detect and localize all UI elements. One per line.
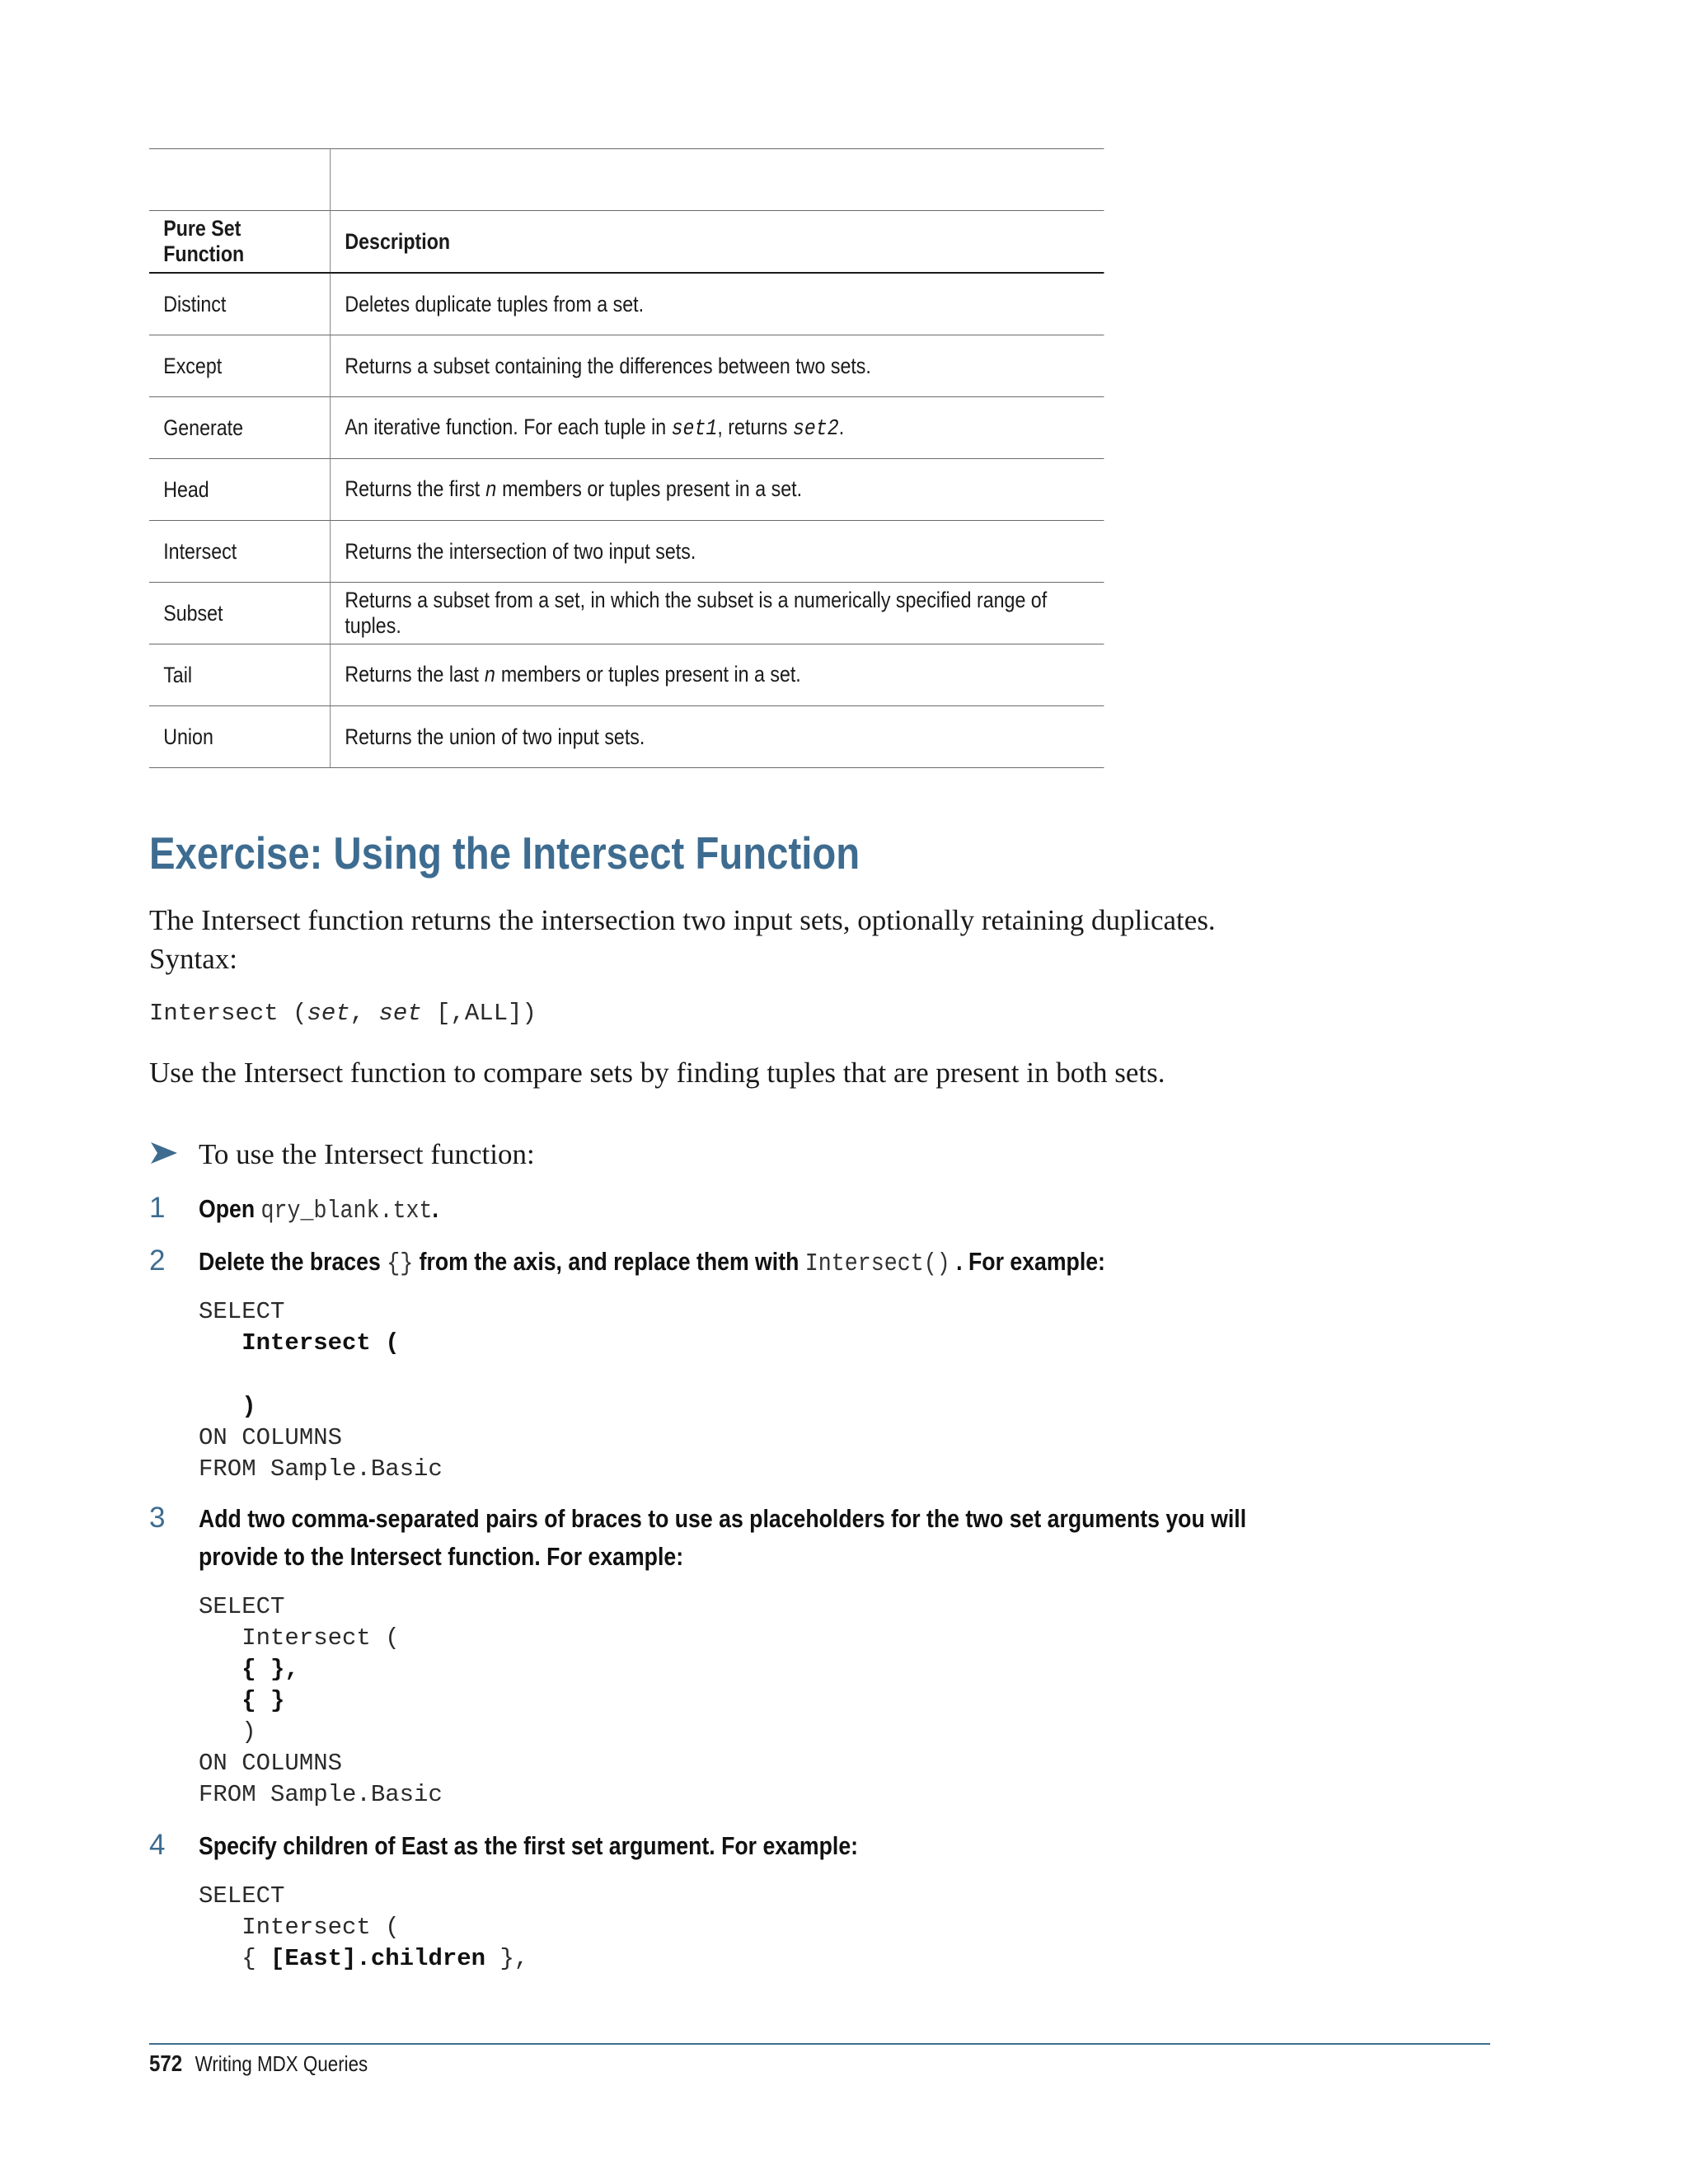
function-name: Distinct <box>149 273 331 335</box>
code-line: ) <box>199 1718 256 1746</box>
footer-divider <box>149 2043 1490 2045</box>
code-line: { } <box>199 1687 285 1714</box>
column-header-description: Description <box>331 211 1104 274</box>
function-name: Except <box>149 335 331 397</box>
step-2-text: Delete the braces {} from the axis, and replace them with Intersect() . For example: <box>199 1247 1105 1278</box>
inline-code: {} <box>387 1249 414 1278</box>
code-line: ON COLUMNS <box>199 1750 343 1777</box>
function-name: Union <box>149 706 331 768</box>
code-line: FROM Sample.Basic <box>199 1781 443 1808</box>
function-description: Returns the last n members or tuples present in a set. <box>331 644 1104 706</box>
table-row <box>149 273 1104 335</box>
inline-code: set1 <box>671 416 718 442</box>
inline-code: n <box>485 478 497 504</box>
procedure-title: To use the Intersect function: <box>199 1138 535 1170</box>
function-name: Intersect <box>149 521 331 583</box>
function-name: Tail <box>149 644 331 706</box>
step-4-text: Specify children of East as the first set argument. For example: <box>199 1831 859 1860</box>
function-description: Returns the first n members or tuples present in a set. <box>331 459 1104 521</box>
step-3-text-line-2: provide to the Intersect function. For example: <box>199 1542 684 1571</box>
step-number: 2 <box>149 1244 166 1277</box>
function-description: Returns the intersection of two input sets. <box>331 521 1104 583</box>
code-line: Intersect ( <box>199 1329 400 1357</box>
table-row <box>149 335 1104 397</box>
code-line: SELECT <box>199 1298 285 1325</box>
table-row <box>149 644 1104 706</box>
page-footer <box>149 2050 368 2077</box>
intro-paragraph: The Intersect function returns the intersection two input sets, optionally retaining duplicates. <box>149 904 1216 936</box>
function-name: Subset <box>149 583 331 644</box>
code-line: SELECT <box>199 1593 285 1620</box>
code-line: FROM Sample.Basic <box>199 1455 443 1483</box>
function-name: Generate <box>149 397 331 459</box>
pure-set-function-table <box>149 148 1104 768</box>
table-header-row <box>149 211 1104 274</box>
code-line: ) <box>199 1393 256 1420</box>
function-description: Returns a subset containing the differences between two sets. <box>331 335 1104 397</box>
inline-code: qry_blank.txt <box>260 1197 433 1226</box>
table-blank-row <box>149 149 1104 211</box>
step-number: 3 <box>149 1502 166 1534</box>
table-row <box>149 397 1104 459</box>
function-description: Returns a subset from a set, in which the subset is a numerically specified range of tuples. <box>331 583 1104 644</box>
function-description: Deletes duplicate tuples from a set. <box>331 273 1104 335</box>
code-line: { }, <box>199 1656 299 1683</box>
function-description: Returns the union of two input sets. <box>331 706 1104 768</box>
table-row <box>149 706 1104 768</box>
inline-code: Intersect() <box>804 1249 950 1278</box>
step-3-text-line-1: Add two comma-separated pairs of braces to use as placeholders for the two set arguments you will <box>199 1504 1247 1533</box>
code-line: Intersect ( <box>199 1624 400 1652</box>
code-line: SELECT <box>199 1882 285 1910</box>
inline-code: set2 <box>792 416 839 442</box>
procedure-arrow-icon <box>149 1138 179 1168</box>
step-1-text: Open qry_blank.txt. <box>199 1194 438 1226</box>
usage-paragraph: Use the Intersect function to compare sets by finding tuples that are present in both sets. <box>149 1057 1165 1089</box>
code-line: ON COLUMNS <box>199 1424 343 1451</box>
footer-section-title: Writing MDX Queries <box>195 2051 368 2076</box>
function-name: Head <box>149 459 331 521</box>
step-number: 1 <box>149 1192 166 1224</box>
step-number: 4 <box>149 1829 166 1861</box>
syntax-code: Intersect (set, set [,ALL]) <box>149 1000 537 1027</box>
function-description: An iterative function. For each tuple in set1, returns set2. <box>331 397 1104 459</box>
column-header-function: Pure Set Function <box>149 211 331 274</box>
code-line: { [East].children }, <box>199 1945 529 1972</box>
page-number: 572 <box>149 2050 183 2076</box>
inline-code: n <box>484 663 496 689</box>
exercise-heading: Exercise: Using the Intersect Function <box>149 827 860 879</box>
table-row <box>149 583 1104 644</box>
table-row <box>149 521 1104 583</box>
syntax-label: Syntax: <box>149 943 237 975</box>
code-line: Intersect ( <box>199 1914 400 1941</box>
table-row <box>149 459 1104 521</box>
